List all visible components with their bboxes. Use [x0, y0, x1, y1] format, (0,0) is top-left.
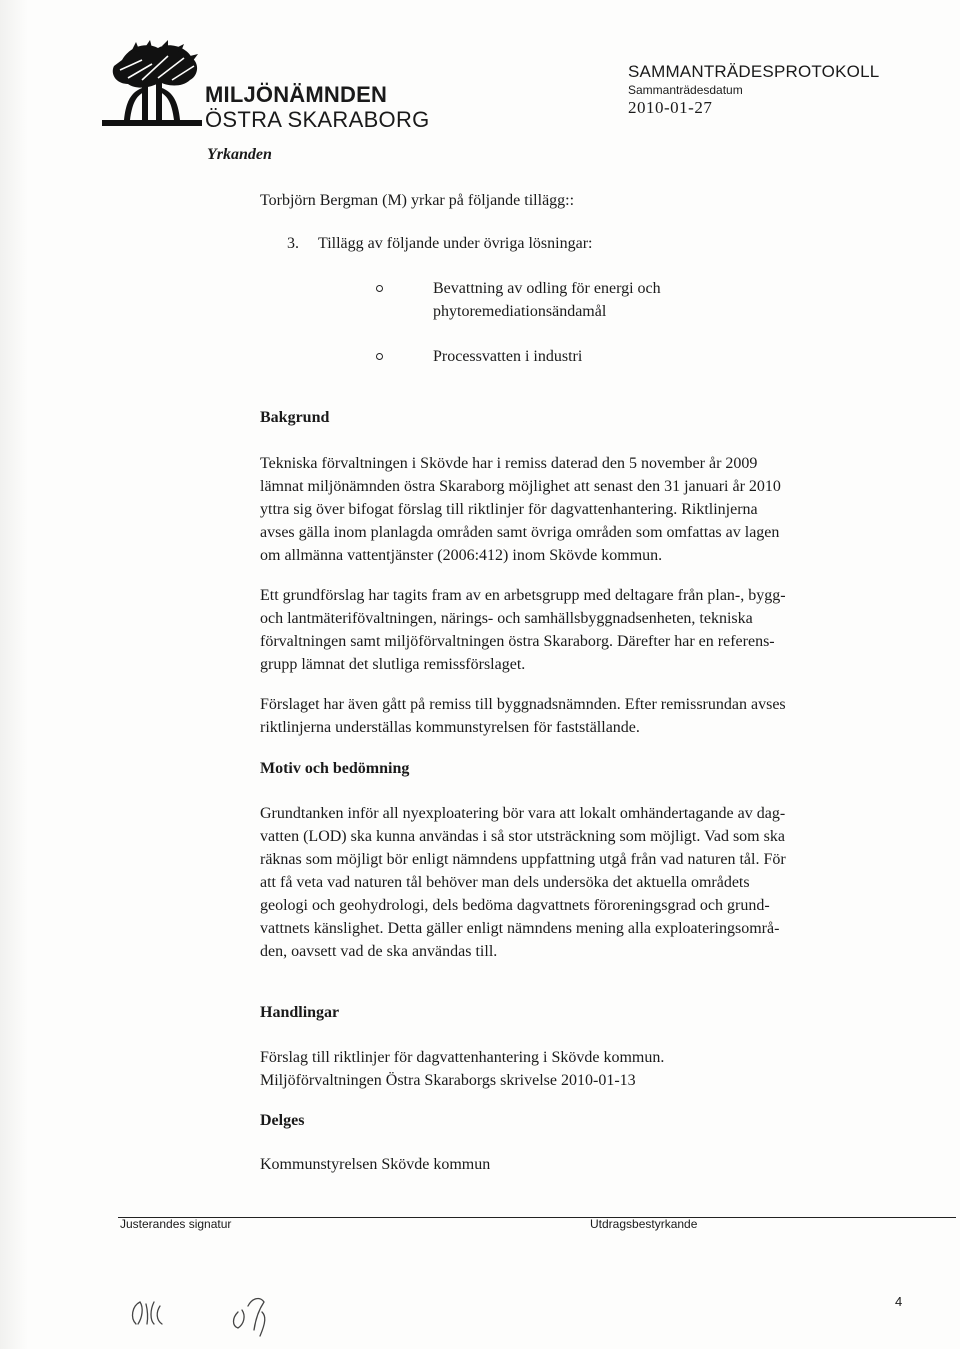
paragraph-line: den, oavsett vad de ska användas till. — [260, 943, 498, 960]
section-title-bakgrund: Bakgrund — [260, 409, 330, 426]
scan-edge-shadow — [0, 0, 28, 1349]
paragraph-line: Tekniska förvaltningen i Skövde har i remiss daterad den 5 november år 2009 — [260, 455, 758, 472]
item-text: Tillägg av följande under övriga lösningar: — [318, 235, 593, 252]
paragraph-line: Ett grundförslag har tagits fram av en arbetsgrupp med deltagare från plan-, bygg- — [260, 587, 786, 604]
paragraph-line: geologi och geohydrologi, dels bedöma dagvattnets föroreningsgrad och grund- — [260, 897, 770, 914]
section-title-delges: Delges — [260, 1112, 305, 1129]
bullet-icon — [376, 285, 383, 292]
item-number: 3. — [287, 235, 299, 252]
handwritten-initials-icon — [120, 1278, 320, 1338]
paragraph-line: vattnets känslighet. Detta gäller enligt nämndens mening alla exploateringsområ- — [260, 920, 780, 937]
tree-logo-icon — [102, 40, 202, 132]
paragraph-line: Grundtanken inför all nyexploatering bör vara att lokalt omhändertagande av dag- — [260, 805, 786, 822]
document-line: Miljöförvaltningen Östra Skaraborgs skrivelse 2010-01-13 — [260, 1072, 636, 1089]
recipient-line: Kommunstyrelsen Skövde kommun — [260, 1156, 491, 1173]
paragraph-line: att få veta vad naturen tål behöver man dels undersöka det aktuella områdets — [260, 874, 750, 891]
paragraph-line: avses gälla inom planlagda områden samt övriga områden som omfattas av lagen — [260, 524, 780, 541]
org-name-line2: ÖSTRA SKARABORG — [205, 107, 430, 132]
extract-label: Utdragsbestyrkande — [590, 1217, 698, 1231]
yrkanden-intro: Torbjörn Bergman (M) yrkar på följande tillägg:: — [260, 192, 575, 209]
extract-rule — [478, 1217, 956, 1218]
paragraph-line: Förslaget har även gått på remiss till byggnadsnämnden. Efter remissrundan avses — [260, 696, 786, 713]
paragraph-line: förvaltningen samt miljöförvaltningen östra Skaraborg. Därefter har en referens- — [260, 633, 775, 650]
bullet-line: Processvatten i industri — [433, 348, 583, 365]
bullet-icon — [376, 353, 383, 360]
protocol-title: SAMMANTRÄDESPROTOKOLL — [628, 62, 880, 81]
org-name-line1: MILJÖNÄMNDEN — [205, 82, 388, 107]
meeting-date: 2010-01-27 — [628, 98, 713, 117]
page-number: 4 — [895, 1294, 903, 1309]
paragraph-line: riktlinjerna underställas kommunstyrelsen för fastställande. — [260, 719, 640, 736]
paragraph-line: yttra sig över bifogat förslag till riktlinjer för dagvattenhantering. Riktlinjerna — [260, 501, 758, 518]
bullet-line: Bevattning av odling för energi och — [433, 280, 661, 297]
paragraph-line: lämnat miljönämnden östra Skaraborg möjlighet att senast den 31 januari år 2010 — [260, 478, 781, 495]
meeting-date-label: Sammanträdesdatum — [628, 83, 743, 97]
paragraph-line: räknas som möjligt bör enligt nämndens uppfattning utgå från vad naturen tål. För — [260, 851, 786, 868]
document-line: Förslag till riktlinjer för dagvattenhantering i Skövde kommun. — [260, 1049, 665, 1066]
paragraph-line: om allmänna vattentjänster (2006:412) inom Skövde kommun. — [260, 547, 663, 564]
section-title-yrkanden: Yrkanden — [207, 146, 272, 163]
signature-label: Justerandes signatur — [120, 1217, 232, 1231]
paragraph-line: grupp lämnat det slutliga remissförslaget. — [260, 656, 526, 673]
paragraph-line: vatten (LOD) ska kunna användas i så stor utsträckning som möjligt. Vad som ska — [260, 828, 785, 845]
section-title-motiv: Motiv och bedömning — [260, 760, 410, 777]
section-title-handlingar: Handlingar — [260, 1004, 340, 1021]
bullet-line: phytoremediationsändamål — [433, 303, 607, 320]
paragraph-line: och lantmäterifövaltningen, närings- och samhällsbyggnadsenheten, tekniska — [260, 610, 753, 627]
